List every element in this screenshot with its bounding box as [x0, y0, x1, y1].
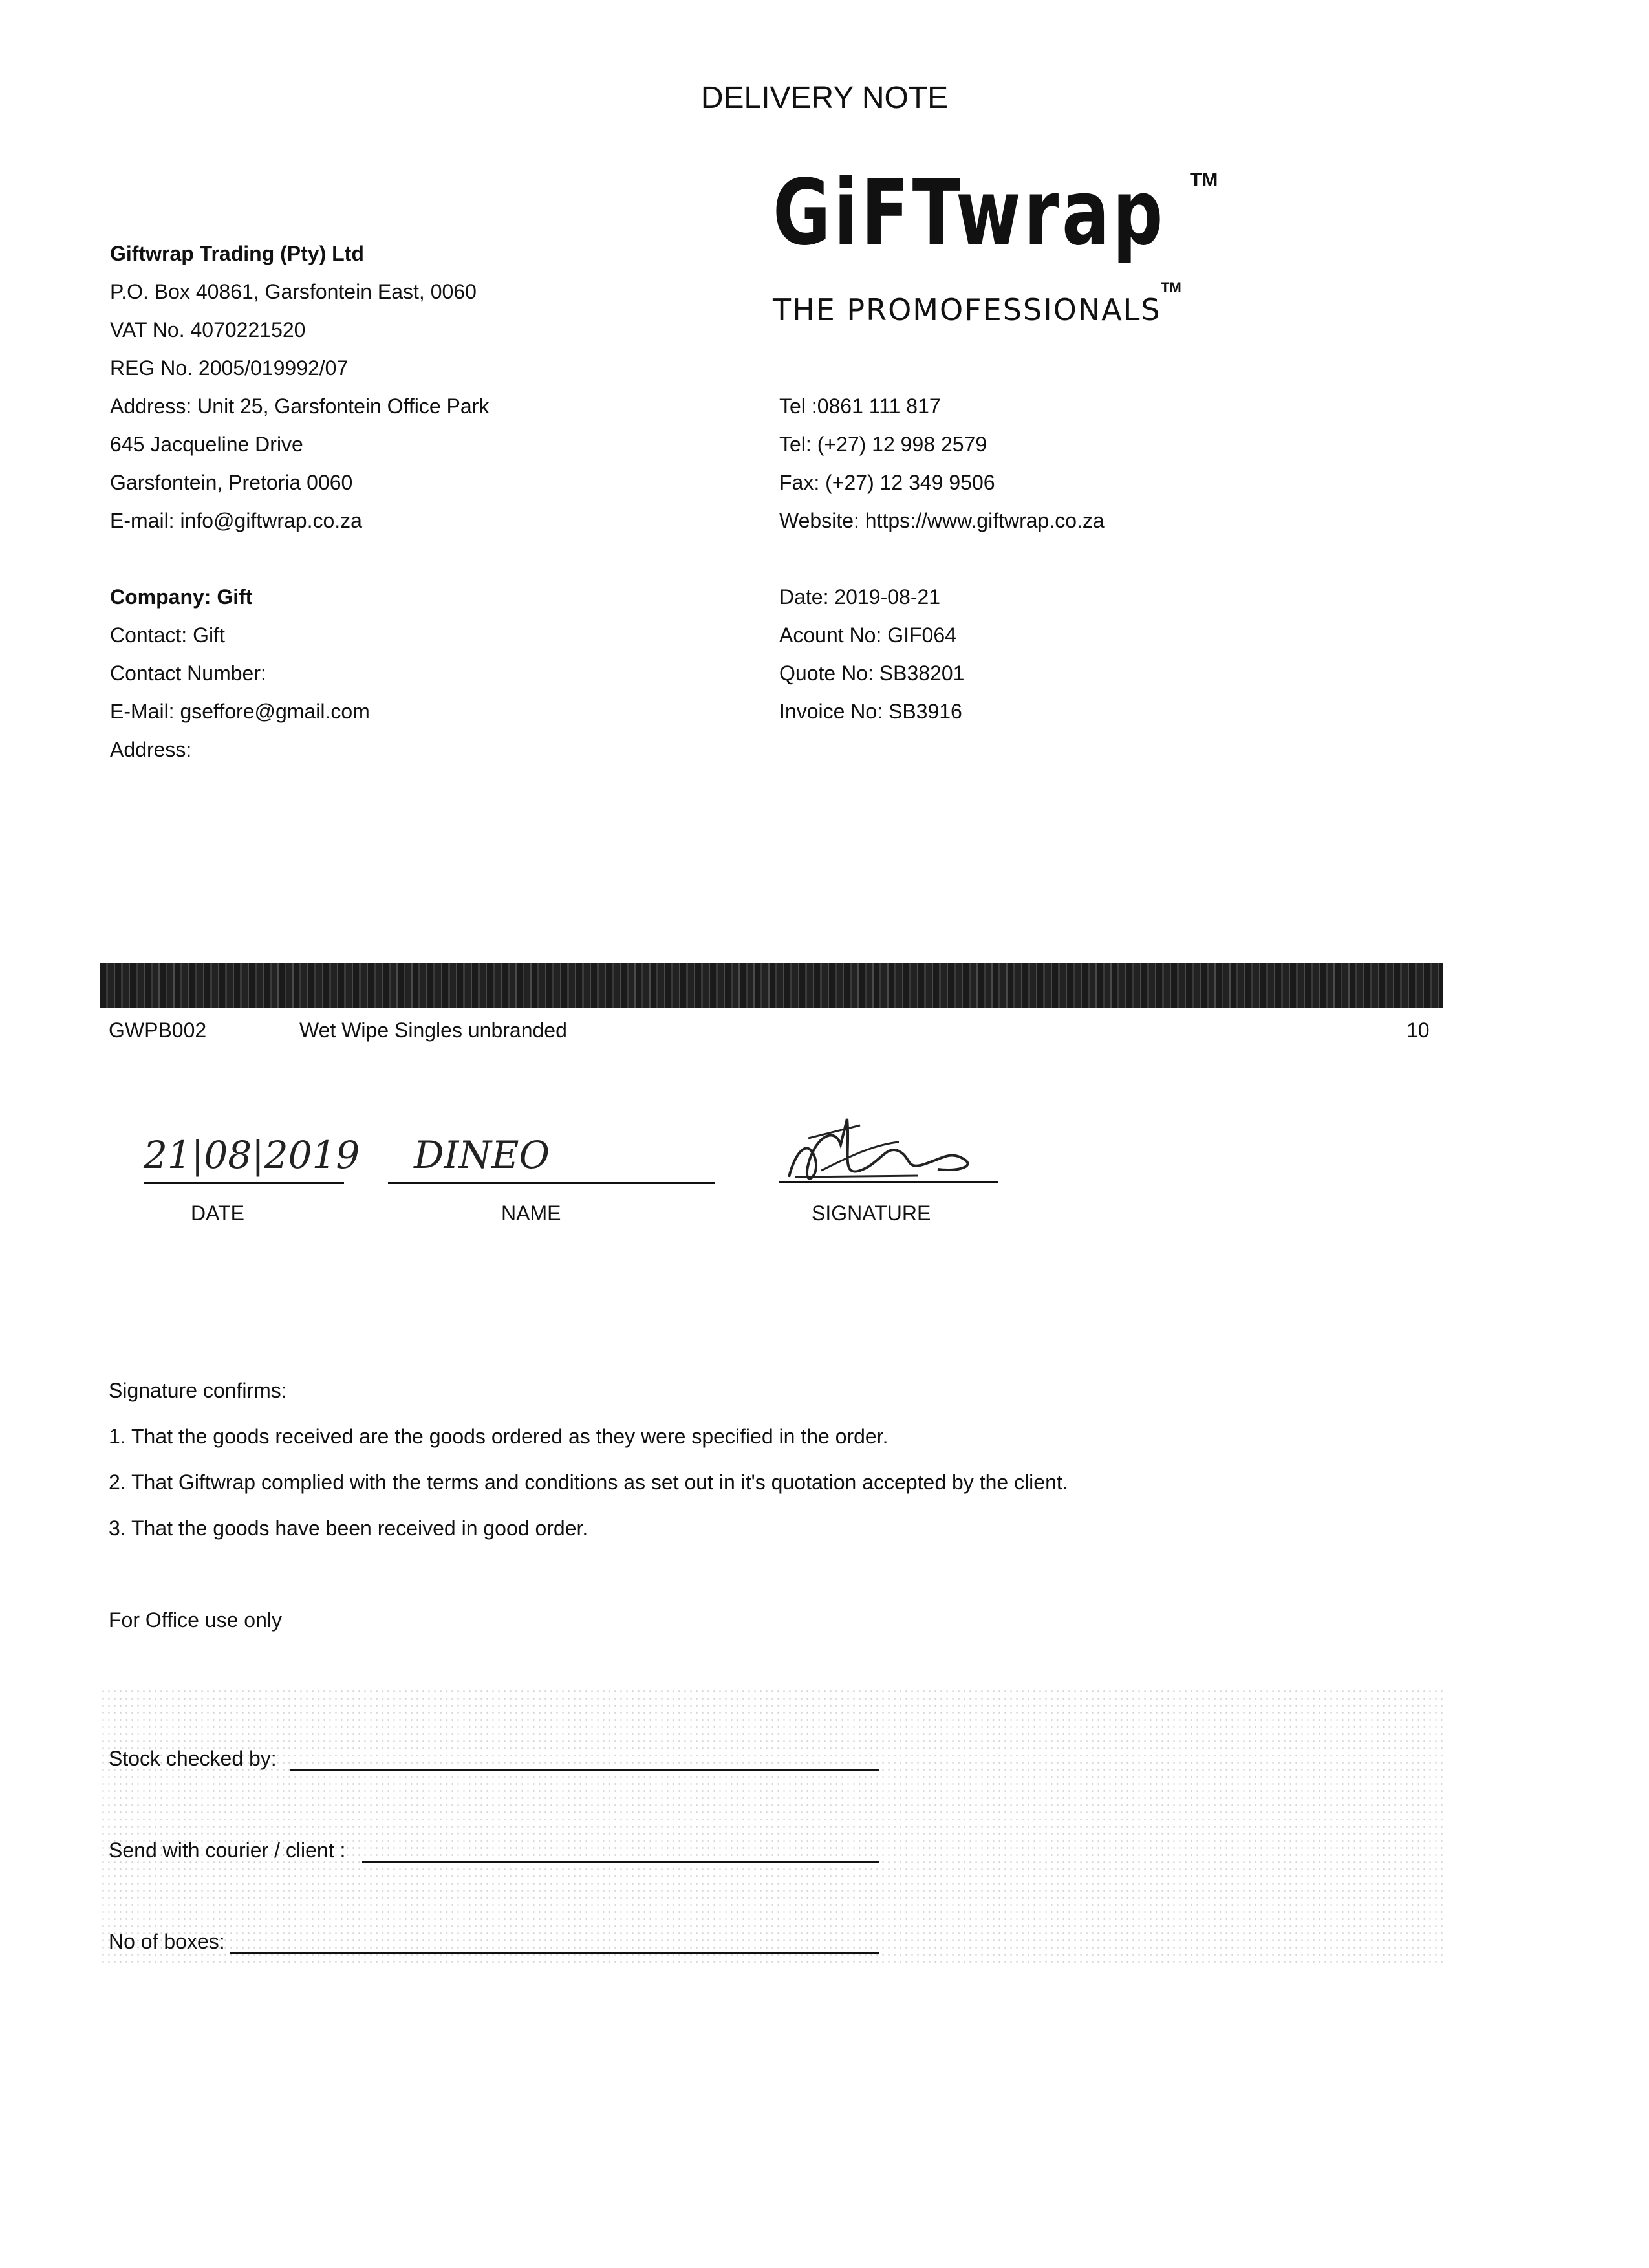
- supplier-name: Giftwrap Trading (Pty) Ltd: [110, 242, 364, 265]
- stock-checked-line: [290, 1769, 879, 1771]
- doc-invoice-no: Invoice No: SB3916: [779, 700, 962, 723]
- doc-account-no: Acount No: GIF064: [779, 623, 956, 647]
- handwritten-date: 21|08|2019: [144, 1133, 360, 1177]
- client-contact: Contact: Gift: [110, 623, 225, 647]
- send-with-line: [362, 1861, 879, 1863]
- giftwrap-logo: GiFTwrap: [773, 160, 1167, 266]
- date-line: [144, 1182, 344, 1184]
- logo-tagline: THE PROMOFESSIONALS: [773, 292, 1161, 327]
- confirmation-item-2: 2. That Giftwrap complied with the terms and conditions as set out in it's quotation accepted by the client.: [109, 1471, 1068, 1494]
- supplier-po-box: P.O. Box 40861, Garsfontein East, 0060: [110, 280, 477, 303]
- confirmation-item-3: 3. That the goods have been received in good order.: [109, 1517, 588, 1540]
- logo-trademark: TM: [1190, 169, 1218, 191]
- supplier-email: E-mail: info@giftwrap.co.za: [110, 509, 362, 532]
- contact-tel-2: Tel: (+27) 12 998 2579: [779, 433, 987, 456]
- supplier-address-line-3: Garsfontein, Pretoria 0060: [110, 471, 353, 494]
- tagline-trademark: TM: [1161, 279, 1181, 296]
- name-label: NAME: [501, 1202, 561, 1225]
- supplier-address-line-1: Address: Unit 25, Garsfontein Office Park: [110, 394, 490, 418]
- confirmation-heading: Signature confirms:: [109, 1379, 287, 1402]
- signature-label: SIGNATURE: [812, 1202, 931, 1225]
- item-code: GWPB002: [109, 1019, 207, 1042]
- supplier-reg: REG No. 2005/019992/07: [110, 356, 349, 380]
- doc-date: Date: 2019-08-21: [779, 585, 941, 609]
- supplier-vat: VAT No. 4070221520: [110, 318, 306, 341]
- office-use-heading: For Office use only: [109, 1608, 282, 1632]
- items-table-header-bar: [100, 963, 1443, 1008]
- stock-checked-label: Stock checked by:: [109, 1747, 277, 1770]
- send-with-label: Send with courier / client :: [109, 1839, 346, 1862]
- signature-line: [779, 1181, 998, 1183]
- confirmation-item-1: 1. That the goods received are the goods ordered as they were specified in the order.: [109, 1425, 889, 1448]
- doc-quote-no: Quote No: SB38201: [779, 662, 965, 685]
- item-description: Wet Wipe Singles unbranded: [299, 1019, 567, 1042]
- client-contact-number: Contact Number:: [110, 662, 266, 685]
- no-of-boxes-line: [230, 1952, 879, 1954]
- client-email: E-Mail: gseffore@gmail.com: [110, 700, 370, 723]
- contact-tel-1: Tel :0861 111 817: [779, 394, 941, 418]
- name-line: [388, 1182, 715, 1184]
- handwritten-name: DINEO: [414, 1133, 550, 1177]
- contact-fax: Fax: (+27) 12 349 9506: [779, 471, 995, 494]
- client-address: Address:: [110, 738, 192, 761]
- client-company: Company: Gift: [110, 585, 253, 609]
- scan-speckle-area: [100, 1688, 1445, 1966]
- supplier-address-line-2: 645 Jacqueline Drive: [110, 433, 303, 456]
- handwritten-signature: [770, 1099, 1015, 1203]
- no-of-boxes-label: No of boxes:: [109, 1930, 225, 1953]
- item-quantity: 10: [1406, 1019, 1430, 1042]
- document-title: DELIVERY NOTE: [700, 81, 949, 115]
- contact-website: Website: https://www.giftwrap.co.za: [779, 509, 1105, 532]
- date-label: DATE: [191, 1202, 244, 1225]
